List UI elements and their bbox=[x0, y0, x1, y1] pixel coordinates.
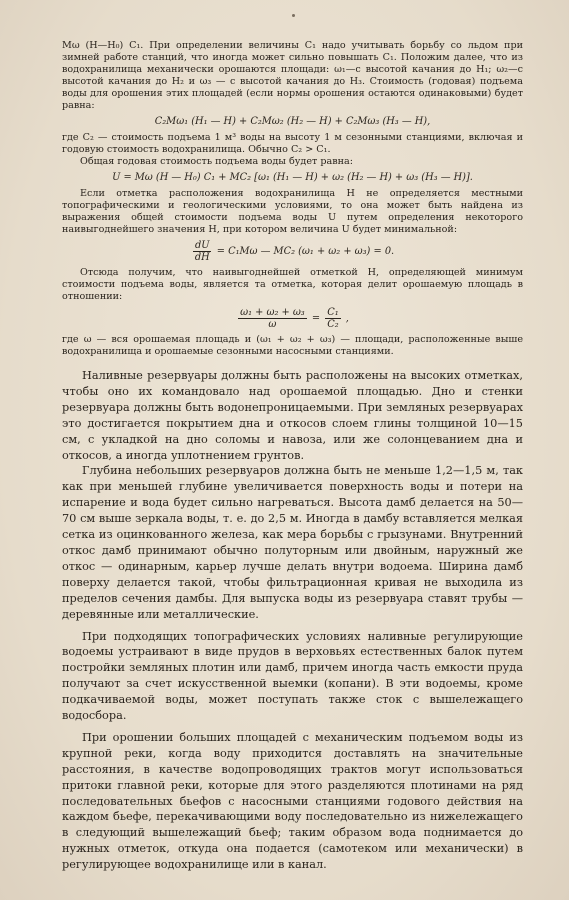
body-paragraph-2: Глубина небольших резервуаров должна быть не меньше 1,2—1,5 м, так как при меньшей глубине увеличивается поверхность воды и потери на испарение и вода будет сильно нагреваться. Высота дамб делается на 50—70 см выше зеркала воды, т. е. до 2,5 м. Иногда в дамбу вставляется мелкая сетка из оцинкованного железа, как мера борьбы с грызунами. Внутренний откос дамб принимают обычно полуторным или двойным, наружный же откос — одинарным, карьер лучше делать внутри водоема. Ширина дамб поверху делается такой, чтобы фильтрационная кривая не выходила из пределов сечения дамбы. Для выпуска воды из резервуара ставят трубы — деревянные или металлические. bbox=[62, 464, 523, 621]
ratio-end: , bbox=[342, 313, 349, 324]
formula-seasonal-cost: C₂Mω₁ (H₁ — H) + C₂Mω₂ (H₂ — H) + C₂Mω₃ (H₃ — H), bbox=[154, 116, 431, 127]
page-mark bbox=[292, 14, 295, 17]
intro-paragraph-1: Mω (H—H₀) C₁. При определении величины C₁ надо учитывать борьбу со льдом при зимней работе станций, что иногда может сильно повышать C₁. Положим далее, что из водохранилища механически орошаются площади: ω₁—с высотой качания до H₁; ω₂—с высотой качания до H₂ и ω₃ — с высотой качания до H₃. Стоимость (годовая) подъема воды для орошения этих площадей (если нормы орошения остаются одинаковыми) будет равна: bbox=[62, 40, 523, 111]
body-paragraph-3: При подходящих топографических условиях наливные регулирующие водоемы устраивают в виде прудов в верховьях естественных балок путем постройки земляных плотин или дамб, причем иногда часть емкости пруда получают за счет искусственной выемки (копани). В эти водоемы, кроме подкачиваемой воды, может поступать также сток с вышележащего водосбора. bbox=[62, 629, 523, 723]
ratio-left-denominator: ω bbox=[268, 319, 277, 330]
intro-paragraph-5: Отсюда получим, что наивыгоднейшей отметкой H, определяющей минимум стоимости подъема воды, является та отметка, которая делит орошаемую площадь в отношении: bbox=[62, 267, 523, 302]
formula-derivative bbox=[62, 240, 523, 263]
body-paragraph-1: Наливные резервуары должны быть расположены на высоких отметках, чтобы оно их командовало над орошаемой площадью. Дно и стенки резервуара должны быть водонепроницаемыми. При земляных резервуарах это достигается покрытием дна и откосов слоем глины толщиной 10—15 см, с укладкой на дно соломы и навоза, или же солонцеванием дна и откосов, а иногда уплотнением грунтов. bbox=[62, 369, 523, 462]
derivative-numerator: dU bbox=[194, 240, 210, 251]
intro-paragraph-2: где C₂ — стоимость подъема 1 м³ воды на высоту 1 м сезонными станциями, включая и годовую стоимость водохранилища. Обычно C₂ > C₁. bbox=[62, 132, 523, 155]
intro-paragraph-6: где ω — вся орошаемая площадь и (ω₁ + ω₂ + ω₃) — площади, расположенные выше водохранилища и орошаемые сезонными насосными станциями. bbox=[62, 334, 523, 357]
ratio-fraction-right bbox=[325, 307, 340, 330]
ratio-left-numerator: ω₁ + ω₂ + ω₃ bbox=[240, 307, 305, 318]
intro-paragraph-3: Общая годовая стоимость подъема воды будет равна: bbox=[80, 156, 353, 167]
ratio-equals: = bbox=[311, 313, 321, 324]
derivative-rest: = C₁Mω — MC₂ (ω₁ + ω₂ + ω₃) = 0. bbox=[213, 246, 395, 257]
ratio-fraction-left bbox=[238, 307, 307, 330]
ratio-right-numerator: C₁ bbox=[327, 307, 339, 318]
formula-total-cost: U = Mω (H — H₀) C₁ + MC₂ [ω₁ (H₁ — H) + ω₂ (H₂ — H) + ω₃ (H₃ — H)]. bbox=[112, 172, 473, 183]
formula-ratio bbox=[62, 307, 523, 330]
ratio-right-denominator: C₂ bbox=[327, 319, 339, 330]
derivative-fraction bbox=[193, 240, 212, 263]
derivative-denominator: dH bbox=[194, 252, 210, 263]
body-paragraph-4: При орошении больших площадей с механическим подъемом воды из крупной реки, когда воду приходится доставлять на значительные расстояния, в качестве водопроводящих трактов могут использоваться притоки главной реки, которые для этого разделяются плотинами на ряд последовательных бьефов с насосными станциями годового действия на каждом бьефе, перекачивающими воду последовательно из нижележащего в следующий вышележащий бьеф; таким образом вода поднимается до нужных отметок, откуда она подается (самотеком или механически) в регулирующее водохранилище или в канал. bbox=[62, 730, 523, 872]
intro-paragraph-4: Если отметка расположения водохранилища H не определяется местными топографическими и геологическими условиями, то она может быть найдена из выражения общей стоимости подъема воды U путем определения некоторого наивыгоднейшего значения H, при котором величина U будет минимальной: bbox=[62, 188, 523, 235]
